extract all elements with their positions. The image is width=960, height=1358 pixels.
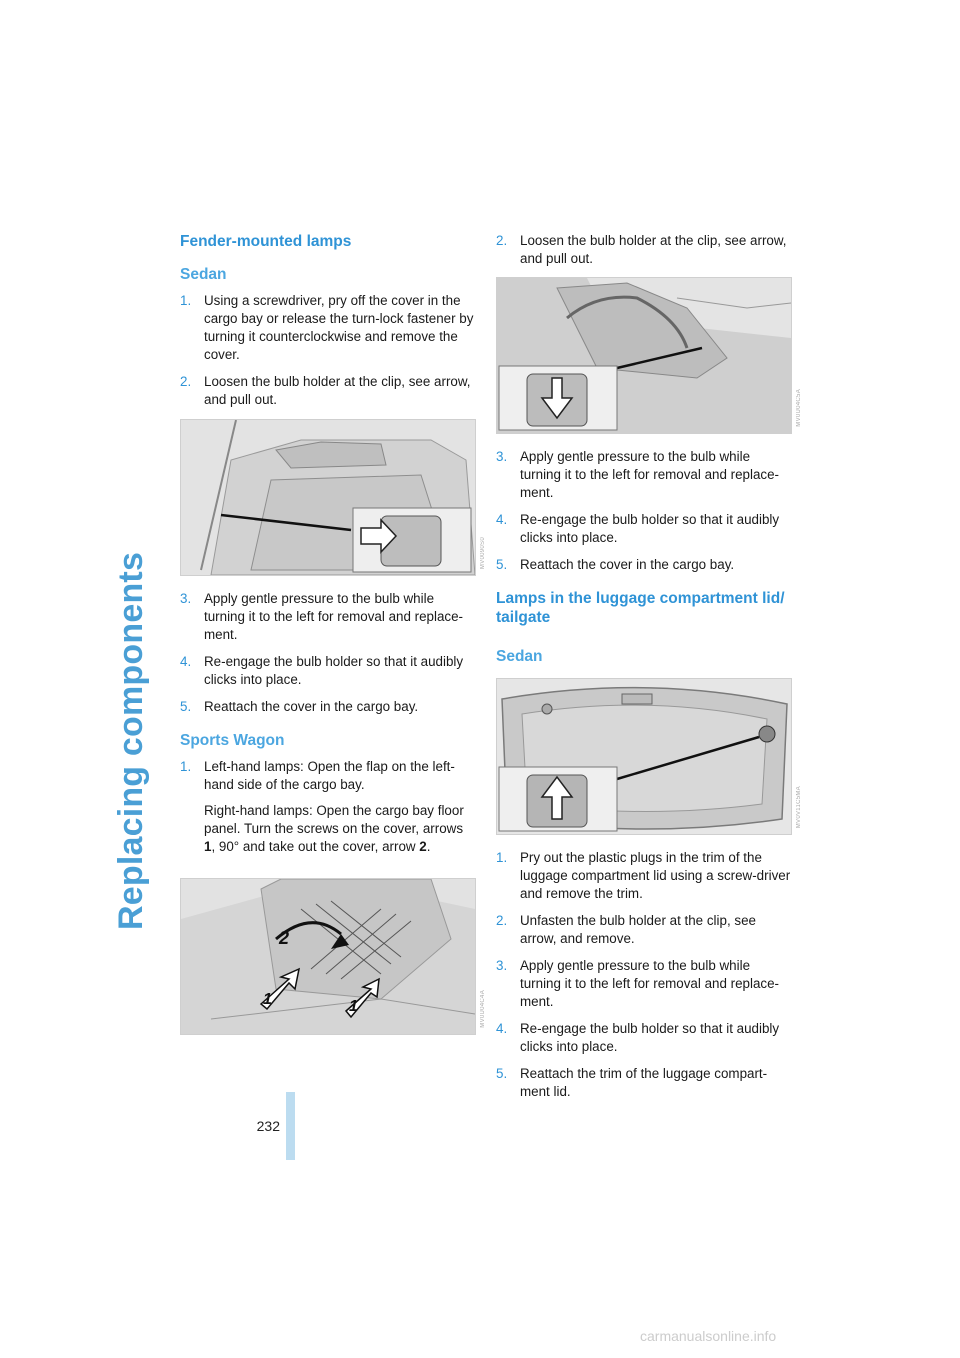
wagon-floor-illustration <box>181 879 475 1034</box>
figure-sedan-fender <box>180 419 486 576</box>
figure-code: MV0U04C4A <box>480 990 486 1028</box>
wagon-bulb-illustration <box>497 278 791 433</box>
figure-code: MV0090S0 <box>480 536 486 569</box>
figure-code: MV0V11C5MA <box>796 785 802 828</box>
page-number: 232 <box>256 1118 280 1134</box>
callout-1b: 1 <box>349 998 358 1015</box>
list-item: 1. Using a screwdriver, pry off the cover in the cargo bay or release the turn-lock fastener by turning it counterclockwise and remove the cover. <box>180 293 474 362</box>
subheading-sedan: Sedan <box>180 266 227 283</box>
right-column <box>496 232 802 1110</box>
list-item: 3. Apply gentle pressure to the bulb while turning it to the left for removal and replace-ment. <box>180 591 464 642</box>
wagon-steps-a <box>496 232 792 268</box>
list-item: 2. Loosen the bulb holder at the clip, see arrow, and pull out. <box>180 374 471 407</box>
list-item: 4. Re-engage the bulb holder so that it audibly clicks into place. <box>496 512 780 545</box>
heading-luggage-lid-lamps: Lamps in the luggage compartment lid/ tailgate <box>496 590 785 626</box>
callout-2: 2 <box>279 928 290 948</box>
figure-wagon-bulb <box>496 277 802 434</box>
list-item: 4. Re-engage the bulb holder so that it audibly clicks into place. <box>496 1021 780 1054</box>
list-item: 5. Reattach the trim of the luggage compart-ment lid. <box>496 1066 768 1099</box>
section-title-text: Replacing components <box>112 551 150 930</box>
wagon-steps <box>180 758 476 856</box>
page-number-bar <box>286 1092 295 1160</box>
figure-sedan-lid <box>496 678 802 835</box>
list-item: 3. Apply gentle pressure to the bulb while turning it to the left for removal and replace-ment. <box>496 449 780 500</box>
list-item: 5. Reattach the cover in the cargo bay. <box>180 699 419 714</box>
list-item: 2. Unfasten the bulb holder at the clip, see arrow, and remove. <box>496 913 756 946</box>
sedan-steps-b <box>180 590 476 716</box>
list-item: 5. Reattach the cover in the cargo bay. <box>496 557 735 572</box>
callout-1a: 1 <box>263 991 272 1008</box>
subheading-sports-wagon: Sports Wagon <box>180 732 285 749</box>
sedan-lid-steps <box>496 849 792 1101</box>
list-item: 1. Pry out the plastic plugs in the trim of the luggage compartment lid using a screw-driver and remove the trim. <box>496 850 791 901</box>
figure-wagon-floor <box>180 878 486 1035</box>
watermark: carmanualsonline.info <box>640 1328 777 1344</box>
section-title-vertical <box>112 230 152 930</box>
wagon-steps-b <box>496 448 792 574</box>
list-item: 1. Left-hand lamps: Open the flap on the left-hand side of the cargo bay. Right-hand lamps: Open the cargo bay floor panel. Turn the screws on the cover, arrows 1, 90° and take out the cover, arrow 2. <box>180 758 476 856</box>
subheading-sedan-lid: Sedan <box>496 648 543 665</box>
list-item: 3. Apply gentle pressure to the bulb while turning it to the left for removal and replace-ment. <box>496 958 780 1009</box>
sedan-lid-illustration <box>497 679 791 834</box>
heading-fender-lamps: Fender-mounted lamps <box>180 233 352 250</box>
sedan-cargo-illustration <box>181 420 475 575</box>
figure-code: MV0U04C5A <box>796 389 802 427</box>
list-item: 4. Re-engage the bulb holder so that it audibly clicks into place. <box>180 654 464 687</box>
left-column <box>180 232 486 1049</box>
right-hand-lamps-text: Right-hand lamps: Open the cargo bay floor panel. Turn the screws on the cover, arrows 1, 90° and take out the cover, arrow 2. <box>204 803 464 854</box>
list-item: 2. Loosen the bulb holder at the clip, see arrow, and pull out. <box>496 233 787 266</box>
sedan-steps-a <box>180 292 476 409</box>
